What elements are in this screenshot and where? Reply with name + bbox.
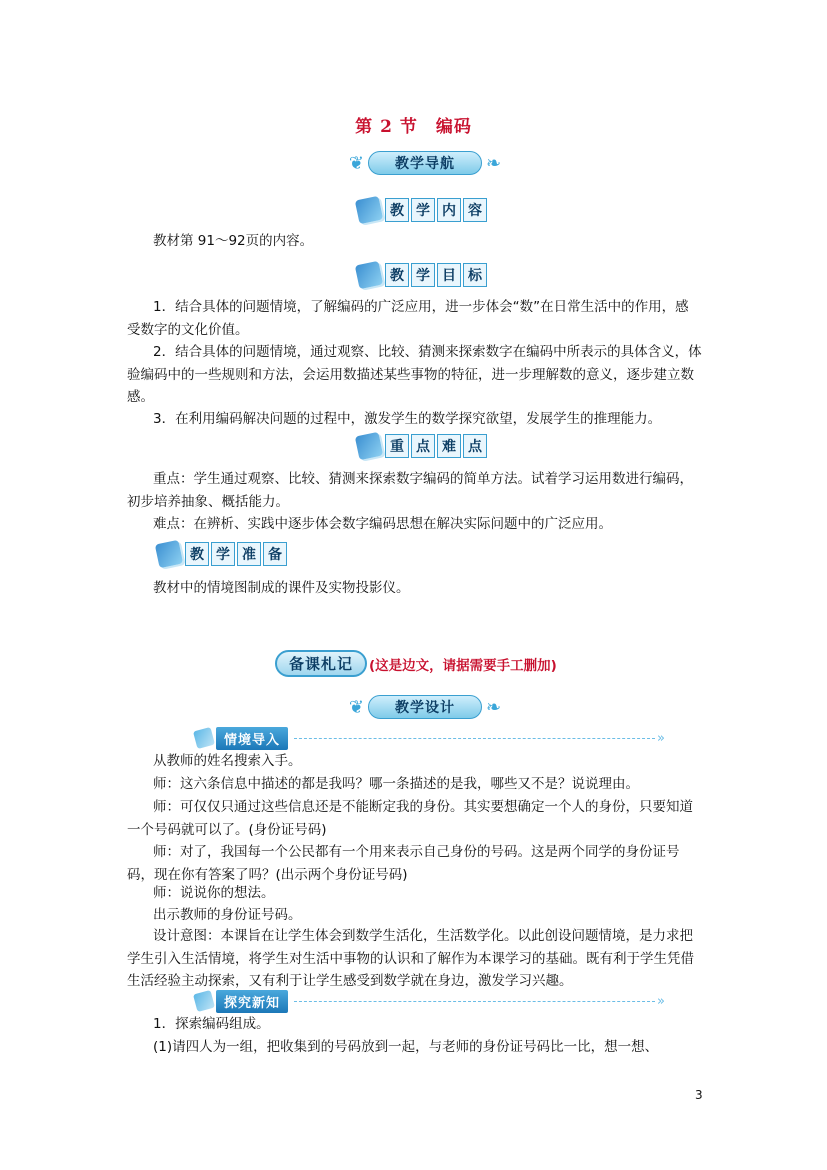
page-number: 3 — [695, 1088, 703, 1102]
pen-icon — [355, 261, 383, 289]
label-char: 标 — [463, 263, 487, 287]
label-char: 教 — [385, 263, 409, 287]
double-chevron-icon: » — [657, 993, 665, 1009]
intro-item: 从教师的姓名搜索入手。 — [153, 753, 302, 769]
goal-item: 3．在利用编码解决问题的过程中，激发学生的数学探究欲望，发展学生的推理能力。 — [153, 411, 662, 427]
content-text: 教材第 91～92页的内容。 — [153, 233, 314, 249]
dashed-line — [294, 738, 655, 739]
intro-item: 出示教师的身份证号码。 — [153, 907, 302, 923]
goal-item: 2．结合具体的问题情境，通过观察、比较、猜测来探索数字在编码中所表示的具体含义，体验编码中的一些规则和方法，会运用数描述某些事物的特征，进一步理解数的意义，逐步建立数感。 — [127, 344, 702, 405]
swirl-left-icon: ❦ — [348, 696, 364, 718]
beike-note — [275, 650, 557, 677]
goal-item: 1．结合具体的问题情境，了解编码的广泛应用，进一步体会“数”在日常生活中的作用，感受数字的文化价值。 — [127, 299, 689, 338]
label-char: 学 — [211, 542, 235, 566]
tag-icon — [193, 727, 215, 749]
notebook-icon — [155, 540, 183, 568]
banner-label: 教学导航 — [368, 151, 482, 175]
label-char: 重 — [385, 434, 409, 458]
tag-explore — [195, 990, 665, 1012]
double-chevron-icon: » — [657, 730, 665, 746]
banner-label: 教学设计 — [368, 695, 482, 719]
tag-icon — [193, 990, 215, 1012]
label-char: 难 — [437, 434, 461, 458]
label-char: 容 — [463, 198, 487, 222]
intro-item: 师：对了，我国每一个公民都有一个用来表示自己身份的号码。这是两个同学的身份证号码，现在你有答案了吗？(出示两个身份证号码) — [127, 844, 680, 883]
page-title: 第 2 节 编码 — [355, 117, 472, 137]
label-char: 教 — [185, 542, 209, 566]
label-char: 教 — [385, 198, 409, 222]
label-char: 学 — [411, 198, 435, 222]
prep-text: 教材中的情境图制成的课件及实物投影仪。 — [153, 580, 410, 596]
section-label-content — [357, 197, 489, 223]
label-char: 目 — [437, 263, 461, 287]
intro-item: 设计意图：本课旨在让学生体会到数学生活化，生活数学化。以此创设问题情境，是力求把学生引入生活情境，将学生对生活中事物的认识和了解作为本课学习的基础。既有利于学生凭借生活经验主动探索，又有利于让学生感受到数学就在身边，激发学习兴趣。 — [127, 928, 694, 989]
explore-item: 1．探索编码组成。 — [153, 1016, 270, 1032]
section-label-key — [357, 433, 489, 459]
section-label-prep — [157, 541, 289, 567]
book-icon — [355, 196, 383, 224]
label-char: 学 — [411, 263, 435, 287]
key-item: 难点：在辨析、实践中逐步体会数字编码思想在解决实际问题中的广泛应用。 — [153, 516, 612, 532]
banner-teaching-design — [320, 692, 530, 722]
section-label-goals — [357, 262, 489, 288]
intro-item: 师：说说你的想法。 — [153, 885, 275, 901]
label-char: 点 — [411, 434, 435, 458]
swirl-right-icon: ❧ — [486, 152, 502, 174]
banner-teaching-nav — [320, 148, 530, 178]
label-char: 内 — [437, 198, 461, 222]
explore-item: (1)请四人为一组，把收集到的号码放到一起，与老师的身份证号码比一比，想一想、 — [153, 1039, 659, 1055]
dashed-line — [294, 1001, 655, 1002]
key-item: 重点：学生通过观察、比较、猜测来探索数字编码的简单方法。试着学习运用数进行编码，初步培养抽象、概括能力。 — [127, 471, 693, 510]
label-char: 点 — [463, 434, 487, 458]
swirl-left-icon: ❦ — [348, 152, 364, 174]
intro-item: 师：可仅仅只通过这些信息还是不能断定我的身份。其实要想确定一个人的身份，只要知道一个号码就可以了。(身份证号码) — [127, 799, 693, 838]
intro-item: 师：这六条信息中描述的都是我吗？哪一条描述的是我，哪些又不是？说说理由。 — [153, 776, 639, 792]
swirl-right-icon: ❧ — [486, 696, 502, 718]
beike-hint: (这是边文，请据需要手工删加) — [369, 657, 557, 674]
tag-label: 情境导入 — [216, 727, 288, 750]
beike-label: 备课札记 — [275, 650, 367, 677]
label-char: 准 — [237, 542, 261, 566]
label-char: 备 — [263, 542, 287, 566]
tag-label: 探究新知 — [216, 990, 288, 1013]
key-point-icon — [355, 432, 383, 460]
tag-intro — [195, 727, 665, 749]
